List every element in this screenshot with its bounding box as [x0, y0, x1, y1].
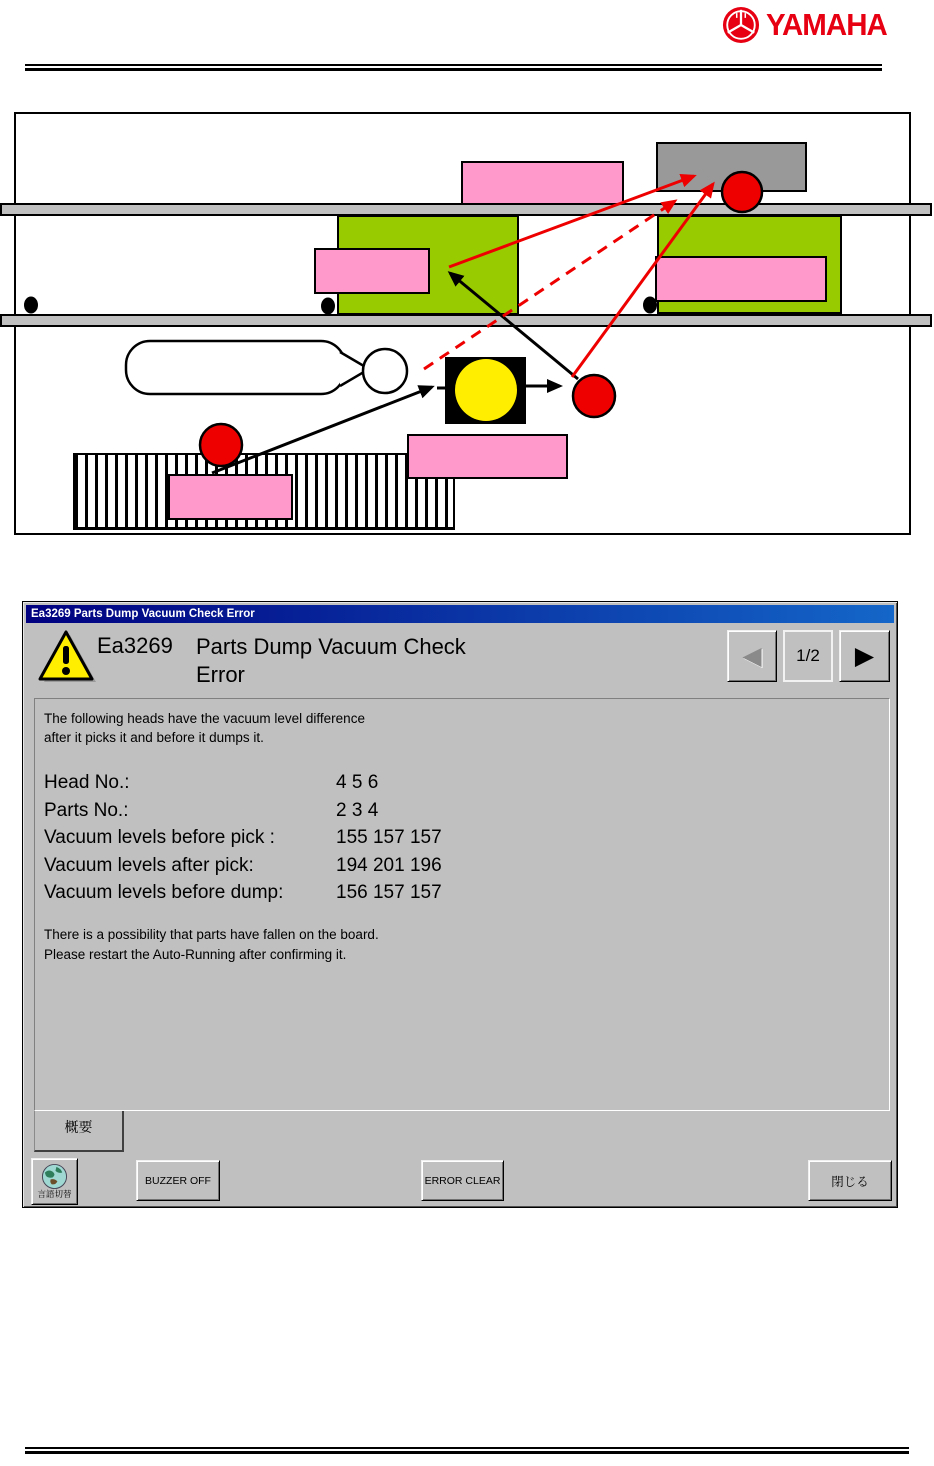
machine-diagram [0, 0, 934, 560]
logo-wordmark: YAMAHA [766, 7, 887, 42]
table-row: Vacuum levels before dump: 156 157 157 [44, 882, 442, 903]
footer-rule-thin [25, 1447, 909, 1449]
arrow-left-board-to-dump [449, 176, 694, 267]
head-marker-pick [200, 424, 242, 466]
buzzer-off-button[interactable]: BUZZER OFF [136, 1160, 220, 1201]
chevron-right-icon: ▶ [854, 642, 875, 670]
arrow-dashed-camera-to-dump [424, 201, 675, 369]
stopper-pin-left [24, 297, 38, 314]
error-dialog [22, 601, 898, 1208]
diagram-annotations [0, 0, 934, 560]
table-row: Vacuum levels after pick: 194 201 196 [44, 854, 442, 876]
camera-lens-yellow [455, 359, 517, 421]
warning-icon [37, 628, 97, 691]
language-switch-label: 言語切替 [37, 1188, 72, 1199]
tab-summary[interactable]: 概要 [34, 1111, 124, 1152]
error-title: Parts Dump Vacuum Check Error [196, 634, 466, 687]
nozzle-circle [363, 349, 407, 393]
footer-rule-thick [25, 1451, 909, 1454]
intro-text: The following heads have the vacuum level difference after it picks it and before it dumps it. [44, 711, 365, 745]
language-switch-button[interactable] [31, 1158, 78, 1205]
chevron-left-icon: ◀ [742, 642, 762, 670]
dialog-titlebar: Ea3269 Parts Dump Vacuum Check Error [26, 605, 894, 623]
table-row: Head No.: 4 5 6 [44, 772, 379, 793]
head-marker-board [573, 375, 615, 417]
stopper-pin-right [643, 297, 657, 314]
close-button[interactable]: 閉じる [808, 1160, 892, 1201]
globe-icon [41, 1163, 68, 1190]
head-marker-dump [722, 172, 762, 212]
table-row: Parts No.: 2 3 4 [44, 799, 379, 821]
page-indicator: 1/2 [783, 630, 833, 682]
error-code: Ea3269 [97, 633, 173, 658]
message-panel [34, 698, 890, 1111]
arrow-pick-to-camera [212, 387, 432, 473]
prev-page-button[interactable] [727, 630, 777, 682]
callout-bubble [126, 341, 345, 394]
error-clear-button[interactable]: ERROR CLEAR [421, 1160, 504, 1201]
next-page-button[interactable] [839, 630, 890, 682]
stopper-pin-mid [321, 298, 335, 315]
vacuum-data-table [44, 769, 883, 907]
note-text: There is a possibility that parts have fallen on the board. Please restart the Auto-Running after confirming it. [44, 927, 379, 962]
table-row: Vacuum levels before pick : 155 157 157 [44, 827, 442, 848]
